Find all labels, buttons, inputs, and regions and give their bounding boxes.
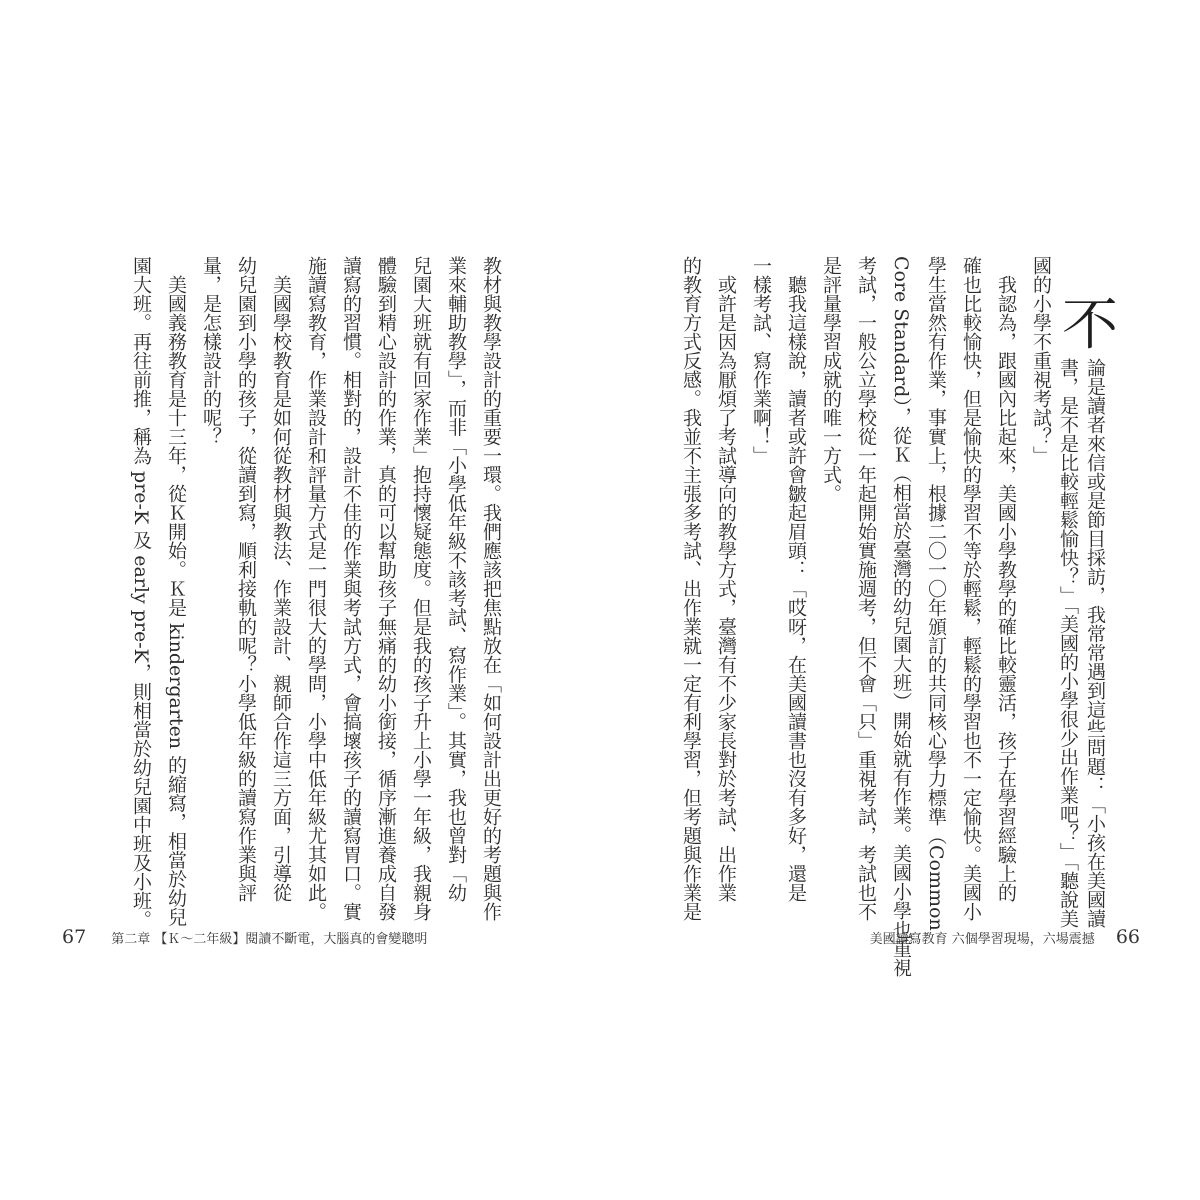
left-col-3: 兒園大班就有回家作業」抱持懷疑態度。但是我的孩子升上小學一年級，我親身 bbox=[410, 256, 432, 921]
right-col-13: 的教育方式反感。我並不主張多考試、出作業就一定有利學習，但考題與作業是 bbox=[680, 256, 702, 921]
left-col-8: 幼兒園到小學的孩子，從讀到寫，順利接軌的呢？小學低年級的讀寫作業與評 bbox=[235, 256, 257, 902]
left-col-7: 美國學校教育是如何從教材與教法、作業設計、親師合作這三方面，引導從 bbox=[270, 256, 292, 902]
page-number-right: 66 bbox=[1115, 926, 1140, 948]
left-col-6: 施讀寫教育，作業設計和評量方式是一門很大的學問，小學中低年級尤其如此。 bbox=[305, 256, 327, 921]
left-col-1: 教材與教學設計的重要一環。我們應該把焦點放在「如何設計出更好的考題與作 bbox=[480, 256, 502, 921]
running-head-left: 第二章 【Ｋ～二年級】閱讀不斷電，大腦真的會變聰明 bbox=[111, 932, 428, 947]
left-footer bbox=[62, 926, 427, 948]
right-col-10: 聽我這樣說，讀者或許會皺起眉頭：「哎呀，在美國讀書也沒有多好，還是 bbox=[785, 256, 807, 902]
right-footer bbox=[870, 926, 1140, 948]
left-col-10: 美國義務教育是十三年，從Ｋ開始。Ｋ是 kindergarten 的縮寫，相當於幼兒 bbox=[165, 256, 187, 927]
right-col-8: 考試，一般公立學校從一年起開始實施週考，但不會「只」重視考試，考試也不 bbox=[855, 256, 877, 921]
right-col-4: 我認為，跟國內比起來，美國小學教學的確比較靈活，孩子在學習經驗上的 bbox=[995, 256, 1017, 902]
right-col-1: 論是讀者來信或是節目採訪，我常常遇到這些問題：「小孩在美國讀 bbox=[1084, 358, 1106, 928]
left-col-5: 讀寫的習慣。相對的，設計不佳的作業與考試方式，會搞壞孩子的讀寫胃口。實 bbox=[340, 256, 362, 921]
right-col-3: 國的小學不重視考試？」 bbox=[1030, 256, 1052, 465]
right-col-7: Core Standard），從Ｋ（相當於臺灣的幼兒園大班）開始就有作業。美國小學也重視 bbox=[890, 256, 912, 977]
left-col-2: 業來輔助教學」，而非「小學低年級不該考試、寫作業」。其實，我也曾對「幼 bbox=[445, 256, 467, 902]
page-number-left: 67 bbox=[62, 926, 87, 948]
left-col-9: 量，是怎樣設計的呢？ bbox=[200, 256, 222, 446]
right-col-5: 確也比較愉快，但是愉快的學習不等於輕鬆，輕鬆的學習也不一定愉快。美國小 bbox=[960, 256, 982, 921]
right-col-6: 學生當然有作業，事實上，根據二〇一〇年頒訂的共同核心學力標準（Common bbox=[925, 256, 947, 931]
right-col-9: 是評量學習成就的唯一方式。 bbox=[820, 256, 842, 503]
left-col-4: 體驗到精心設計的作業，真的可以幫助孩子無痛的幼小銜接，循序漸進養成自發 bbox=[375, 256, 397, 921]
drop-cap: 不 bbox=[1062, 293, 1118, 358]
right-col-2: 書，是不是比較輕鬆愉快？」「美國的小學很少出作業吧？」「聽說美 bbox=[1057, 358, 1079, 928]
running-head-right: 美國讀寫教育 六個學習現場，六場震撼 bbox=[869, 932, 1095, 947]
left-col-11: 園大班。再往前推，稱為 pre-K 及 early pre-K，則相當於幼兒園中班及小班。 bbox=[130, 256, 152, 929]
right-col-12: 或許是因為厭煩了考試導向的教學方式，臺灣有不少家長對於考試、出作業 bbox=[715, 256, 737, 902]
right-col-11: 一樣考試、寫作業啊！」 bbox=[750, 256, 772, 465]
